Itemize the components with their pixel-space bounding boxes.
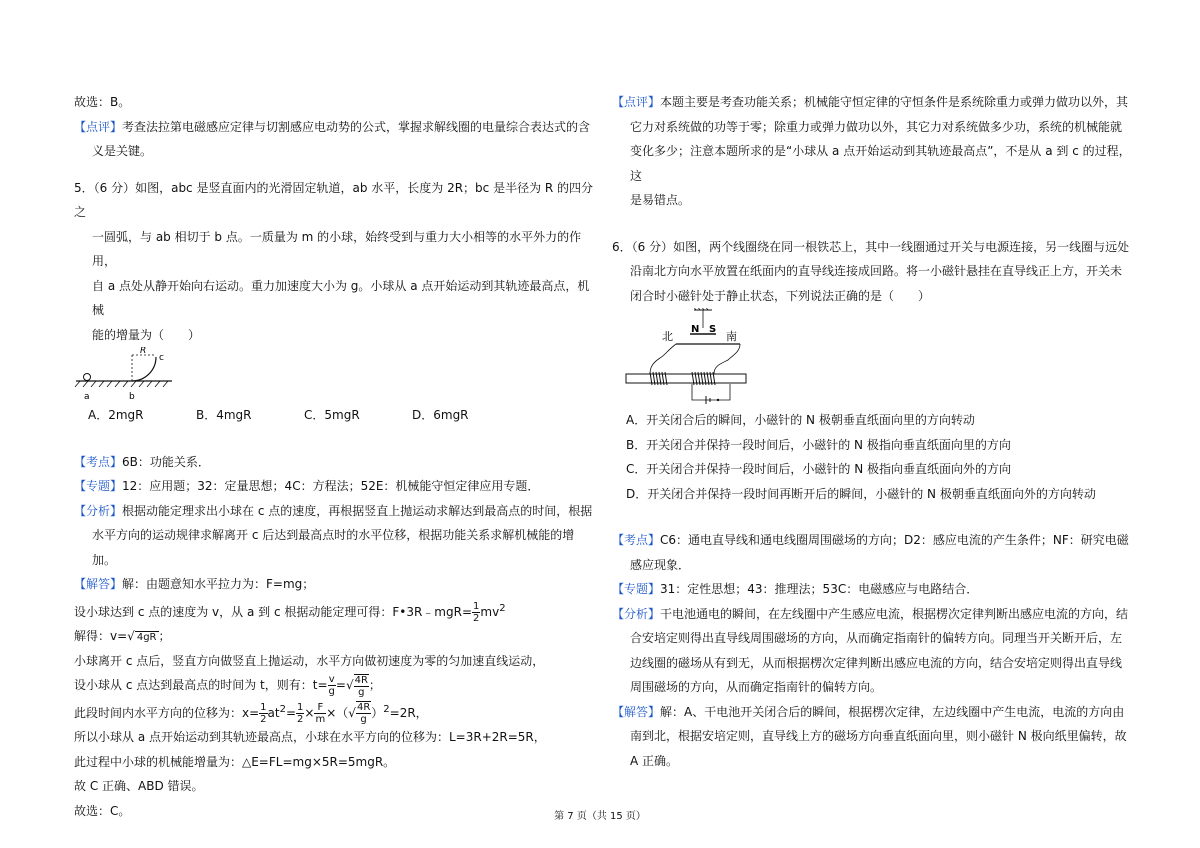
kaodian-tag: 【考点】 <box>74 454 123 469</box>
q6-stem: 沿南北方向水平放置在纸面内的直导线连接成回路。将一小磁针悬挂在直导线正上方，开关未 <box>630 264 1123 278</box>
zhuanti-tag: 【专题】 <box>612 582 661 596</box>
jieda-text: 解：A、干电池开关闭合后的瞬间，根据楞次定律，左边线圈中产生电流，电流的方向由 <box>660 704 1125 719</box>
solution-line: 所以小球从 a 点开始运动到其轨迹最高点，小球在水平方向的位移为：L=3R+2R=5R， <box>74 730 546 744</box>
jieda-text: 解：由题意知水平拉力为：F=mg； <box>122 577 315 591</box>
q6-stem: 闭合时小磁针处于静止状态，下列说法正确的是（ ） <box>630 288 931 303</box>
fenxi-text-cont: 水平方向的运动规律求解离开 c 后达到最高点时的水平位移，根据功能关系求解机械能的增加。 <box>92 528 575 567</box>
right-column <box>612 90 1132 773</box>
solution-line: 此过程中小球的机械能增量为：△E=FL=mg×5R=5mgR。 <box>74 754 396 769</box>
fenxi-text-cont: 边线圈的磁场从有到无，从而根据楞次定律判断出感应电流的方向，结合安培定则得出直导线 <box>630 655 1123 670</box>
review-text-cont: 变化多少；注意本题所求的是“小球从 a 点开始运动到其轨迹最高点”，不是从 a 到 c 的过程，这 <box>630 144 1131 183</box>
left-column <box>74 90 594 823</box>
jieda-tag: 【解答】 <box>74 577 123 591</box>
option-b: B．开关闭合并保持一段时间后，小磁针的 N 极指向垂直纸面向里的方向 <box>626 437 1011 452</box>
q5-options <box>74 403 594 428</box>
fenxi-tag: 【分析】 <box>74 503 123 518</box>
label-a: a <box>84 392 90 402</box>
fenxi-text: 根据动能定理求出小球在 c 点的速度，再根据竖直上抛运动求解达到最高点的时间，根据 <box>122 503 593 518</box>
label-S: S <box>709 324 717 335</box>
kaodian-tag: 【考点】 <box>612 533 661 547</box>
zhuanti-text: 12：应用题；32：定量思想；4C：方程法；52E：机械能守恒定律应用专题． <box>122 479 540 493</box>
option-c: C．5mgR <box>304 408 360 422</box>
fenxi-tag: 【分析】 <box>612 606 661 621</box>
solution-line: 小球离开 c 点后，竖直方向做竖直上抛运动，水平方向做初速度为零的匀加速直线运动， <box>74 653 545 668</box>
option-a: A．开关闭合后的瞬间，小磁针的 N 极朝垂直纸面向里的方向转动 <box>626 413 975 427</box>
coil-diagram <box>620 308 770 408</box>
jieda-text-cont: A 正确。 <box>630 753 679 768</box>
fenxi-text: 干电池通电的瞬间，在左线圈中产生感应电流，根据楞次定律判断出感应电流的方向，结 <box>660 606 1129 621</box>
solution-line: 设小球达到 c 点的速度为 v，从 a 到 c 根据动能定理可得：F•3R﹣mgR= $\frac{1}{2}$ $mv^2$ <box>74 600 506 624</box>
option-a: A．2mgR <box>88 408 144 422</box>
review-tag: 【点评】 <box>612 95 661 109</box>
label-N: N <box>691 324 700 335</box>
page-footer: 第 7 页（共 15 页） <box>554 811 646 822</box>
q5-stem: 一圆弧，与 ab 相切于 b 点。一质量为 m 的小球，始终受到与重力大小相等的水平外力的作用， <box>92 229 582 268</box>
label-north: 北 <box>662 330 673 343</box>
option-b: B．4mgR <box>196 408 252 422</box>
ball <box>84 374 91 381</box>
zhuanti-text: 31：定性思想；43：推理法；53C：电磁感应与电路结合． <box>660 582 979 596</box>
zhuanti-tag: 【专题】 <box>74 479 123 493</box>
option-d: D．6mgR <box>412 408 469 422</box>
review-text: 考查法拉第电磁感应定律与切割感应电动势的公式，掌握求解线圈的电量综合表达式的含 <box>122 119 591 134</box>
jieda-text-cont: 南到北，根据安培定则，直导线上方的磁场方向垂直纸面向里，则小磁针 N 极向纸里偏转，故 <box>630 729 1127 743</box>
label-south: 南 <box>726 330 737 343</box>
fenxi-text-cont: 周围磁场的方向，从而确定指南针的偏转方向。 <box>630 680 883 694</box>
q5-stem: 5．（6 分）如图，abc 是竖直面内的光滑固定轨道，ab 水平，长度为 2R；bc 是半径为 R 的四分之 <box>74 180 594 219</box>
q5-stem: 自 a 点处从静开始向右运动。重力加速度大小为 g。小球从 a 点开始运动到其轨迹最高点，机械 <box>92 278 590 317</box>
label-b: b <box>129 392 135 402</box>
solution-line: 设小球从 c 点达到最高点的时间为 t，则有：t= $\frac{v}{g}$ =√ $\frac{4R}{g}$ ； <box>74 674 381 698</box>
kaodian-text: C6：通电直导线和通电线圈周围磁场的方向；D2：感应电流的产生条件；NF：研究电磁 <box>660 533 1129 547</box>
kaodian-text: 6B：功能关系． <box>122 454 210 469</box>
review-text-cont: 它力对系统做的功等于零；除重力或弹力做功以外，其它力对系统做多少功，系统的机械能就 <box>630 119 1123 134</box>
answer-line: 故选：B。 <box>74 95 131 109</box>
q6-stem: 6．（6 分）如图，两个线圈绕在同一根铁芯上，其中一线圈通过开关与电源连接，另一线圈与远处 <box>612 239 1130 254</box>
fenxi-text-cont: 合安培定则得出直导线周围磁场的方向，从而确定指南针的偏转方向。同理当开关断开后，左 <box>630 631 1123 645</box>
option-c: C．开关闭合并保持一段时间后，小磁针的 N 极指向垂直纸面向外的方向 <box>626 462 1011 476</box>
label-R: R <box>140 347 147 356</box>
q5-stem: 能的增量为（ ） <box>92 327 201 342</box>
review-text-cont: 义是关键。 <box>92 144 153 158</box>
solution-line: 故选：C。 <box>74 803 131 818</box>
track-diagram <box>74 347 194 403</box>
solution-line: 解得：v=√ 4gR ； <box>74 629 171 643</box>
label-c: c <box>159 353 164 363</box>
review-tag: 【点评】 <box>74 119 123 134</box>
option-d: D．开关闭合并保持一段时间再断开后的瞬间，小磁针的 N 极朝垂直纸面向外的方向转动 <box>626 486 1096 501</box>
solution-line: 故 C 正确、ABD 错误。 <box>74 779 204 793</box>
jieda-tag: 【解答】 <box>612 704 661 719</box>
review-text-cont: 是易错点。 <box>630 193 691 207</box>
kaodian-text-cont: 感应现象． <box>630 557 691 572</box>
review-text: 本题主要是考查功能关系；机械能守恒定律的守恒条件是系统除重力或弹力做功以外，其 <box>660 95 1129 109</box>
solution-line: 此段时间内水平方向的位移为：x= $\frac{1}{2}$ $at^2=$ $\frac{1}{2}$ × $\frac{F}{m}$ ×（√ $\frac{4R}{g}$ ）$^2$=2R， <box>74 701 428 725</box>
